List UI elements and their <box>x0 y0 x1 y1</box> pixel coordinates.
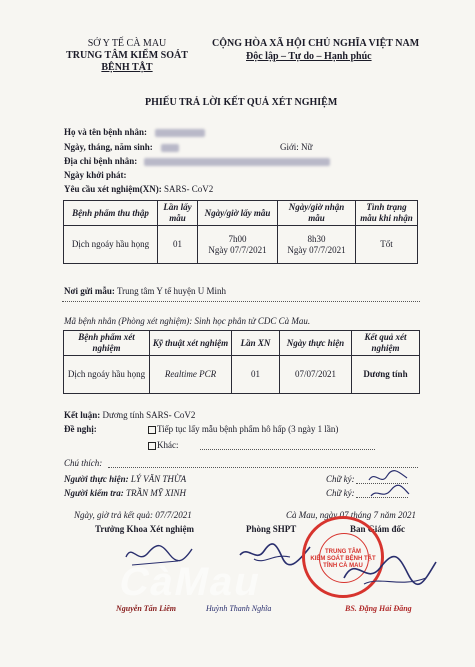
place-date: Cà Mau, ngày 07 tháng 7 năm 2021 <box>286 510 416 520</box>
collect-time: 7h00 <box>228 233 247 244</box>
cell-specimen: Dịch ngoáy hầu họng <box>64 356 150 394</box>
checker-label: Người kiểm tra: <box>64 488 124 498</box>
other-line <box>200 449 375 450</box>
receive-date: Ngày 07/7/2021 <box>287 244 346 255</box>
specimen-table <box>63 200 418 264</box>
conclusion-row <box>64 410 195 420</box>
sample-code: Mã bệnh nhân (Phòng xét nghiệm): Sinh học phân tử CDC Cà Mau. <box>64 316 311 326</box>
divider <box>62 301 420 302</box>
onset-label: Ngày khởi phát: <box>64 170 127 180</box>
gender-label: Giới: <box>280 142 299 152</box>
header-center: TRUNG TÂM KIỂM SOÁT <box>66 50 188 61</box>
request-row <box>64 184 213 194</box>
cell-collect <box>198 226 278 264</box>
sender-value: Trung tâm Y tế huyện U Minh <box>116 286 226 296</box>
col-header: Kết quả xét nghiệm <box>352 331 420 356</box>
signer-title-3: Ban Giám đốc <box>350 524 406 534</box>
sender-label: Nơi gửi mẫu: <box>64 286 115 296</box>
suggestion-option-1 <box>148 424 338 434</box>
cell-times: 01 <box>232 356 280 394</box>
table-row <box>64 226 418 264</box>
note-label: Chú thích: <box>64 458 103 468</box>
option-1-text: Tiếp tục lấy mẫu bệnh phẩm hô hấp (3 ngày 1 lần) <box>157 424 339 434</box>
col-header: Tình trạng mẫu khi nhận <box>356 201 418 226</box>
dob-label: Ngày, tháng, năm sinh: <box>64 142 153 152</box>
result-table <box>63 330 420 394</box>
stamp-line-1: TRUNG TÂM <box>325 549 361 555</box>
checker-value: TRẦN MỸ XINH <box>125 488 186 498</box>
stamp-line-3: TỈNH CÀ MAU <box>323 563 363 569</box>
col-header: Ngày/giờ nhận mẫu <box>278 201 356 226</box>
suggestion-option-2 <box>148 440 179 450</box>
checkbox[interactable] <box>148 442 156 450</box>
header-nation: CỘNG HÒA XÃ HỘI CHỦ NGHĨA VIỆT NAM <box>212 38 420 49</box>
request-label: Yêu cầu xét nghiệm(XN): <box>64 184 162 194</box>
cell-technique: Realtime PCR <box>150 356 232 394</box>
checkbox[interactable] <box>148 426 156 434</box>
page-title: PHIẾU TRẢ LỜI KẾT QUẢ XÉT NGHIỆM <box>145 97 338 108</box>
cell-receive <box>278 226 356 264</box>
redacted-name <box>155 129 205 137</box>
col-header: Lần lấy mẫu <box>158 201 198 226</box>
result-table-header <box>64 331 420 356</box>
signer-title-2: Phòng SHPT <box>246 524 297 534</box>
address-row <box>64 156 330 166</box>
header-motto: Độc lập – Tự do – Hạnh phúc <box>246 51 372 62</box>
option-2-text: Khác: <box>157 440 179 450</box>
dob-row <box>64 142 179 152</box>
cell-status: Tốt <box>356 226 418 264</box>
signer-name-3: BS. Đặng Hải Đăng <box>345 604 412 613</box>
address-label: Địa chỉ bệnh nhân: <box>64 156 138 166</box>
table-row <box>64 356 420 394</box>
col-header: Bệnh phẩm thu thập <box>64 201 158 226</box>
performer-label: Người thực hiện: <box>64 474 129 484</box>
checker-sig-label: Chữ ký: <box>326 488 355 498</box>
return-date: Ngày, giờ trả kết quả: 07/7/2021 <box>74 510 192 520</box>
collect-date: Ngày 07/7/2021 <box>208 244 267 255</box>
small-signature <box>365 468 413 502</box>
cell-times: 01 <box>158 226 198 264</box>
gender-value: Nữ <box>301 142 313 152</box>
signer-name-1: Nguyễn Tấn Liêm <box>116 604 176 613</box>
stamp-line-2: KIỂM SOÁT BỆNH TẬT <box>310 556 376 562</box>
signer-name-2: Huỳnh Thanh Nghĩa <box>206 604 272 613</box>
signer-title-1: Trưởng Khoa Xét nghiệm <box>95 524 194 534</box>
performer-sig-label: Chữ ký: <box>326 474 355 484</box>
cell-date: 07/07/2021 <box>280 356 352 394</box>
patient-name-label: Họ và tên bệnh nhân: <box>64 127 148 137</box>
watermark: CàMau <box>115 560 266 604</box>
performer-row <box>64 474 186 484</box>
col-header: Ngày thực hiện <box>280 331 352 356</box>
gender-row <box>280 142 312 152</box>
header-center-2: BỆNH TẬT <box>101 62 153 73</box>
performer-value: LÝ VĂN THỪA <box>130 474 187 484</box>
cell-specimen: Dịch ngoáy hầu họng <box>64 226 158 264</box>
redacted-dob <box>161 144 179 152</box>
col-header: Ngày/giờ lấy mẫu <box>198 201 278 226</box>
checker-row <box>64 488 186 498</box>
conclusion-label: Kết luận: <box>64 410 101 420</box>
cell-result: Dương tính <box>352 356 420 394</box>
request-value: SARS- CoV2 <box>163 184 214 194</box>
sender-row <box>64 286 226 296</box>
suggestion-label: Đề nghị: <box>64 424 97 434</box>
header-dept: SỞ Y TẾ CÀ MAU <box>87 38 167 49</box>
col-header: Bệnh phẩm xét nghiệm <box>64 331 150 356</box>
redacted-address <box>144 158 330 166</box>
col-header: Kỹ thuật xét nghiệm <box>150 331 232 356</box>
specimen-table-header <box>64 201 418 226</box>
patient-name-row <box>64 127 205 137</box>
conclusion-value: Dương tính SARS- CoV2 <box>102 410 196 420</box>
receive-time: 8h30 <box>307 233 326 244</box>
col-header: Lần XN <box>232 331 280 356</box>
signature-3 <box>340 548 440 594</box>
